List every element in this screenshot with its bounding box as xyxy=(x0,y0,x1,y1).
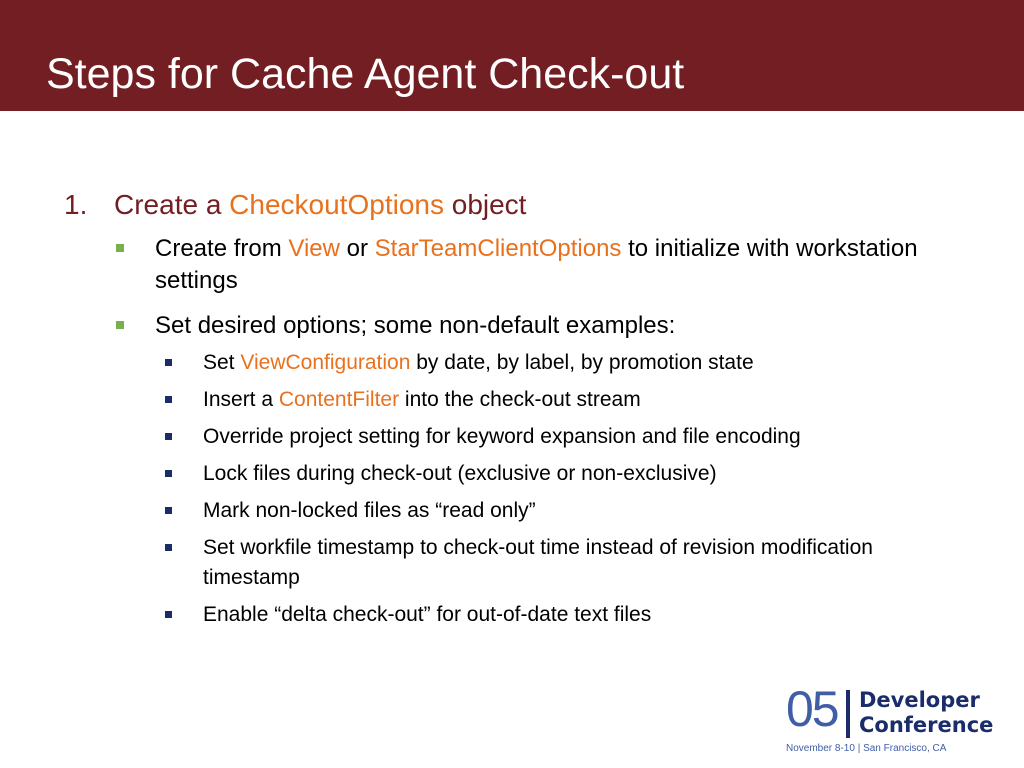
step-number: 1. xyxy=(64,189,88,220)
sub-bullet: Override project setting for keyword expansion and file encoding xyxy=(203,422,983,452)
sub-bullet: Set ViewConfiguration by date, by label, by promotion state xyxy=(203,348,983,378)
step-text: Create a CheckoutOptions object xyxy=(114,189,527,220)
logo-word-conference: Conference xyxy=(859,713,994,737)
square-bullet-icon xyxy=(165,507,172,514)
square-bullet-icon xyxy=(165,544,172,551)
sub-bullet: Lock files during check-out (exclusive or non-exclusive) xyxy=(203,459,983,489)
bullet-set-options: Set desired options; some non-default examples: xyxy=(155,310,955,342)
logo-word-developer: Developer xyxy=(859,688,980,712)
square-bullet-icon xyxy=(165,470,172,477)
square-bullet-icon xyxy=(165,396,172,403)
sub-bullet: Insert a ContentFilter into the check-out stream xyxy=(203,385,983,415)
bullet-create-from: Create from View or StarTeamClientOptions to initialize with workstation settings xyxy=(155,233,955,297)
square-bullet-icon xyxy=(165,611,172,618)
logo-number: 05 xyxy=(786,681,838,737)
logo-dates: November 8-10 | San Francisco, CA xyxy=(786,743,947,754)
square-bullet-icon xyxy=(165,359,172,366)
sub-bullet: Enable “delta check-out” for out-of-date text files xyxy=(203,600,983,630)
class-name-highlight: CheckoutOptions xyxy=(229,189,444,220)
slide-title: Steps for Cache Agent Check-out xyxy=(46,50,685,98)
logo-divider xyxy=(846,690,850,738)
square-bullet-icon xyxy=(116,321,124,329)
square-bullet-icon xyxy=(165,433,172,440)
square-bullet-icon xyxy=(116,244,124,252)
sub-bullet: Set workfile timestamp to check-out time instead of revision modification timestamp xyxy=(203,533,903,593)
sub-bullet: Mark non-locked files as “read only” xyxy=(203,496,983,526)
conference-logo xyxy=(786,681,994,758)
